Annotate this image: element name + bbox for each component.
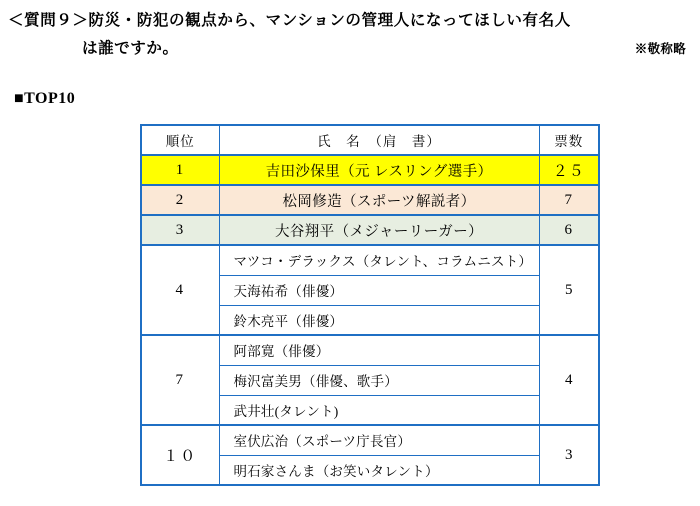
rank-cell: 1 [141, 155, 219, 185]
name-cell: 明石家さんま（お笑いタレント） [219, 455, 539, 485]
table-body [141, 155, 599, 485]
name-cell: マツコ・デラックス（タレント、コラムニスト） [219, 245, 539, 275]
table-row [141, 425, 599, 455]
question-block [8, 8, 692, 58]
rank-cell: 4 [141, 245, 219, 335]
name-cell: 武井壮(タレント) [219, 395, 539, 425]
name-cell: 吉田沙保里（元 レスリング選手） [219, 155, 539, 185]
name-cell: 天海祐希（俳優） [219, 275, 539, 305]
table-row [141, 215, 599, 245]
votes-cell: ２５ [539, 155, 599, 185]
ranking-table-container [140, 124, 600, 486]
name-cell: 梅沢富美男（俳優、歌手） [219, 365, 539, 395]
votes-cell: 6 [539, 215, 599, 245]
column-header-rank: 順位 [141, 125, 219, 155]
name-cell: 鈴木亮平（俳優） [219, 305, 539, 335]
name-cell: 阿部寛（俳優） [219, 335, 539, 365]
votes-cell: 3 [539, 425, 599, 485]
honorifics-omitted-note: ※敬称略 [634, 42, 686, 56]
column-header-votes: 票数 [539, 125, 599, 155]
table-header [141, 125, 599, 155]
rank-cell: 7 [141, 335, 219, 425]
question-text-line-2: は誰ですか。 [82, 40, 179, 57]
votes-cell: 7 [539, 185, 599, 215]
table-row [141, 245, 599, 275]
question-line-2 [8, 36, 692, 58]
question-text-line-1: 防災・防犯の観点から、マンションの管理人になってほしい有名人 [88, 12, 571, 29]
name-cell: 大谷翔平（メジャーリーガー） [219, 215, 539, 245]
question-number-label: ＜質問９＞ [8, 12, 89, 29]
table-header-row [141, 125, 599, 155]
name-cell: 室伏広治（スポーツ庁長官） [219, 425, 539, 455]
question-line-1 [8, 8, 692, 30]
page-title: ■TOP10 [14, 90, 76, 107]
rank-cell: １０ [141, 425, 219, 485]
rank-cell: 3 [141, 215, 219, 245]
votes-cell: 4 [539, 335, 599, 425]
table-row [141, 185, 599, 215]
rank-cell: 2 [141, 185, 219, 215]
table-row [141, 155, 599, 185]
table-row [141, 335, 599, 365]
column-header-name: 氏 名 （肩 書） [219, 125, 539, 155]
name-cell: 松岡修造（スポーツ解説者） [219, 185, 539, 215]
ranking-table [140, 124, 600, 486]
votes-cell: 5 [539, 245, 599, 335]
